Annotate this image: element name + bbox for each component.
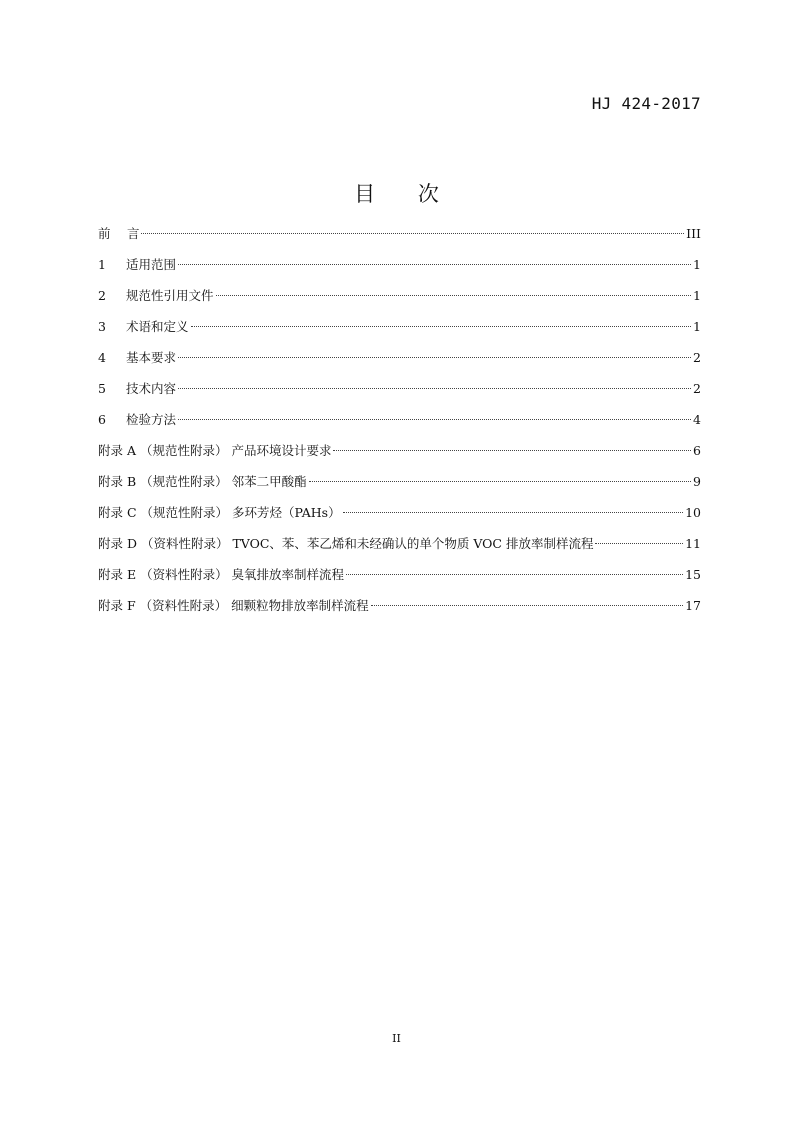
toc-title: 目 次 [354, 182, 457, 206]
toc-leader [178, 264, 691, 265]
toc-entry-number: 4 [98, 350, 106, 365]
toc-entry[interactable] [98, 409, 701, 440]
toc-entry-page: III [686, 226, 701, 241]
toc-entry[interactable] [98, 285, 701, 316]
toc-entry-page: 17 [685, 598, 701, 613]
toc-leader [178, 419, 691, 420]
standard-code: HJ 424-2017 [591, 94, 701, 113]
toc-entry[interactable] [98, 502, 701, 533]
toc-entry-page: 6 [693, 443, 701, 458]
toc-leader [216, 295, 692, 296]
toc-leader [178, 388, 691, 389]
toc-entry-title: 术语和定义 [126, 319, 189, 334]
toc-entry-page: 1 [693, 257, 701, 272]
toc-entry-title: 附录 D （资料性附录） TVOC、苯、苯乙烯和未经确认的单个物质 VOC 排放率制样流程 [98, 536, 594, 551]
toc-entry-page: 11 [685, 536, 701, 551]
toc-entry-title: 附录 A （规范性附录） 产品环境设计要求 [98, 443, 332, 458]
toc-entry-number: 6 [98, 412, 106, 427]
toc-entry-number: 3 [98, 319, 106, 334]
toc-entry-title: 技术内容 [126, 381, 177, 396]
toc-entry-title: 附录 B （规范性附录） 邻苯二甲酸酯 [98, 474, 307, 489]
table-of-contents [98, 223, 701, 626]
toc-entry[interactable] [98, 471, 701, 502]
toc-entry-title: 检验方法 [126, 412, 177, 427]
toc-entry-page: 1 [693, 288, 701, 303]
toc-entry-number: 5 [98, 381, 106, 396]
toc-entry[interactable] [98, 564, 701, 595]
toc-entry-page: 9 [693, 474, 701, 489]
toc-leader [191, 326, 692, 327]
toc-entry-page: 2 [693, 350, 701, 365]
toc-entry[interactable] [98, 254, 701, 285]
toc-leader [371, 605, 683, 606]
toc-entry[interactable] [98, 595, 701, 626]
toc-entry-title: 基本要求 [126, 350, 177, 365]
toc-entry-number: 1 [98, 257, 106, 272]
toc-leader [333, 450, 691, 451]
toc-entry[interactable] [98, 533, 701, 564]
toc-leader [309, 481, 691, 482]
toc-entry[interactable] [98, 316, 701, 347]
toc-entry-page: 10 [685, 505, 701, 520]
toc-entry[interactable] [98, 378, 701, 409]
toc-entry[interactable] [98, 440, 701, 471]
toc-entry[interactable] [98, 347, 701, 378]
toc-leader [595, 543, 683, 544]
toc-entry-title: 前 言 [98, 226, 140, 241]
toc-entry-page: 15 [685, 567, 701, 582]
toc-entry-title: 适用范围 [126, 257, 177, 272]
toc-leader [343, 512, 684, 513]
toc-entry-number: 2 [98, 288, 106, 303]
toc-entry-title: 附录 F （资料性附录） 细颗粒物排放率制样流程 [98, 598, 369, 613]
toc-entry-page: 1 [693, 319, 701, 334]
toc-leader [346, 574, 683, 575]
page-number: II [392, 1032, 401, 1045]
toc-entry-title: 附录 C （规范性附录） 多环芳烃（PAHs） [98, 505, 341, 520]
toc-entry-page: 4 [693, 412, 701, 427]
toc-entry-title: 规范性引用文件 [126, 288, 214, 303]
toc-entry-title: 附录 E （资料性附录） 臭氧排放率制样流程 [98, 567, 345, 582]
toc-leader [178, 357, 691, 358]
toc-entry-page: 2 [693, 381, 701, 396]
toc-entry[interactable] [98, 223, 701, 254]
toc-leader [141, 233, 684, 234]
